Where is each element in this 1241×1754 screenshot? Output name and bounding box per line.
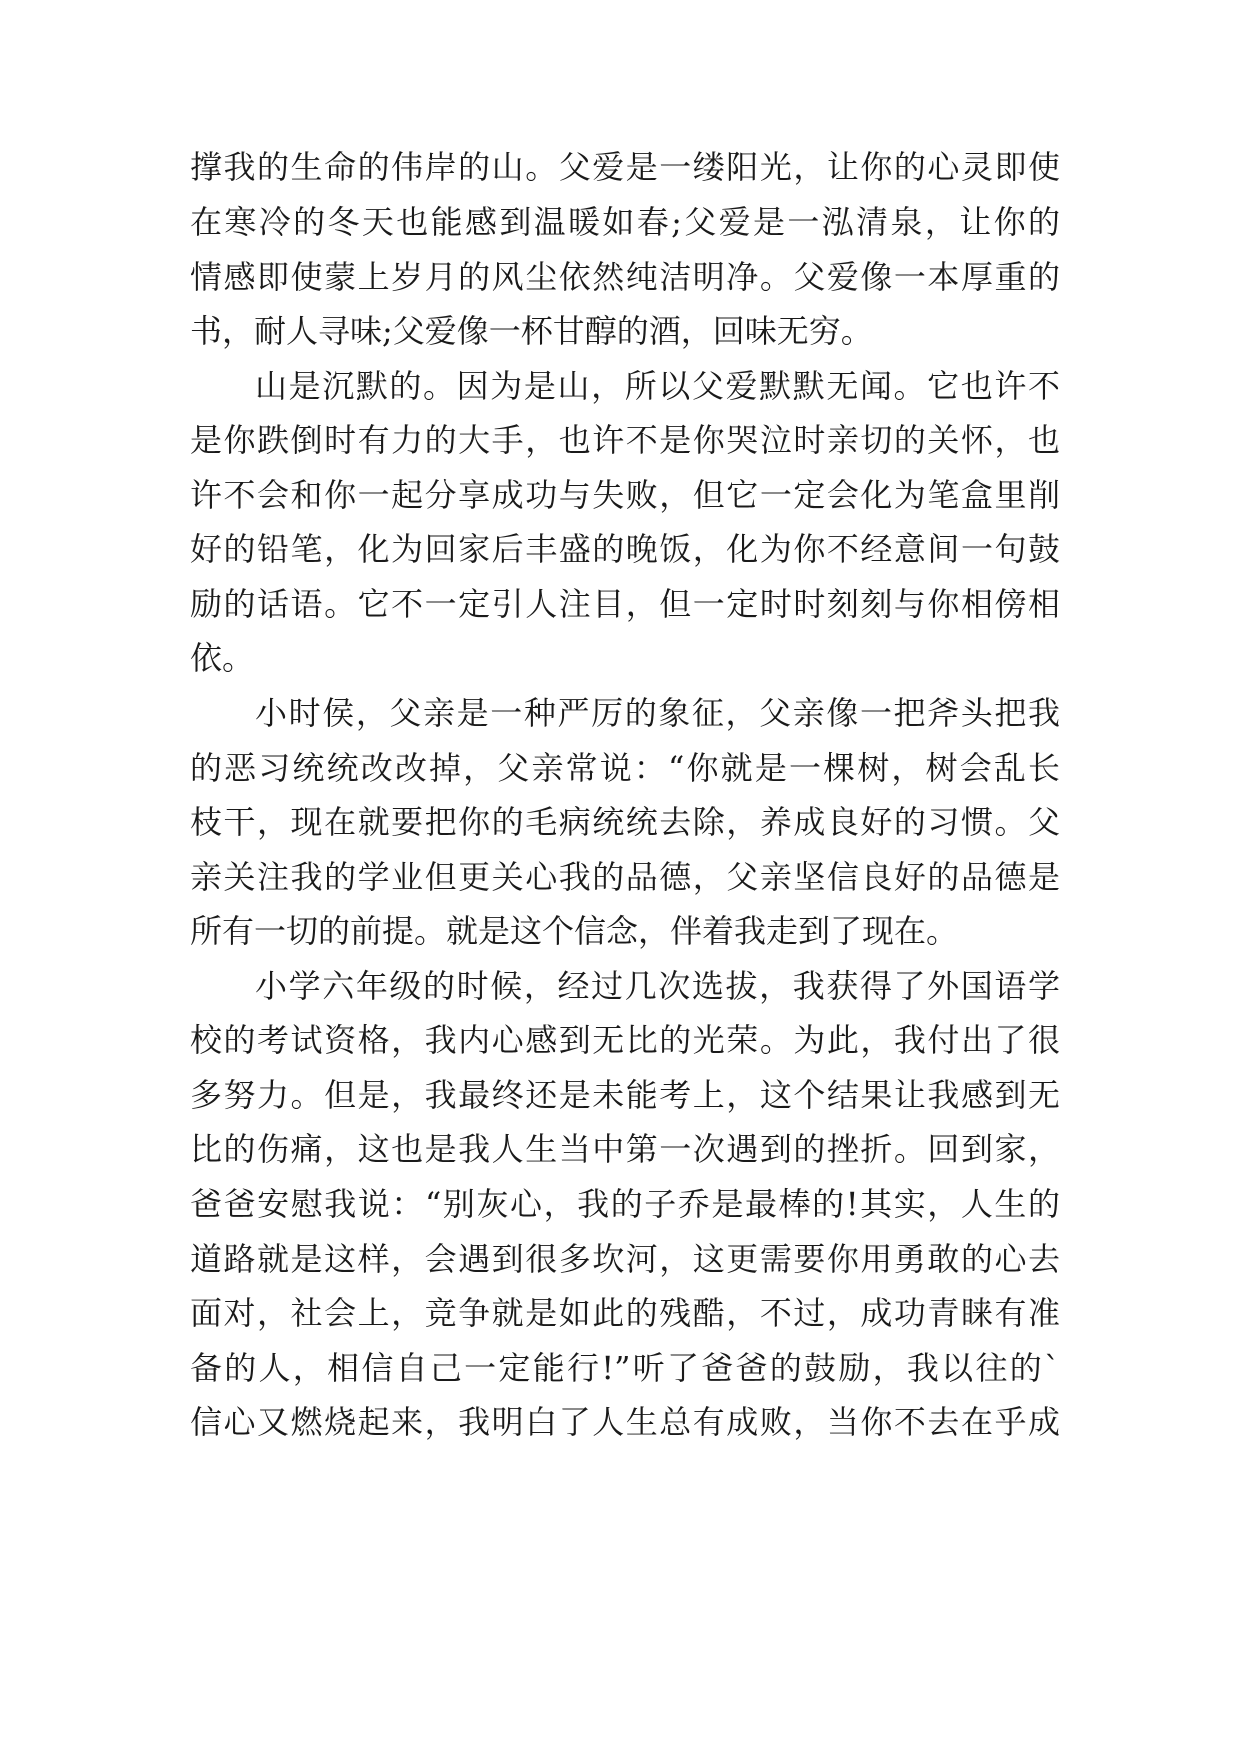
text-line: 在寒冷的冬天也能感到温暖如春;父爱是一泓清泉，让你的 [190, 203, 1060, 241]
text-line: 是你跌倒时有力的大手，也许不是你哭泣时亲切的关怀，也 [190, 421, 1060, 459]
paragraph-first-line: 小学六年级的时候，经过几次选拔，我获得了外国语学 [255, 967, 1060, 1005]
text-line: 撑我的生命的伟岸的山。父爱是一缕阳光，让你的心灵即使 [190, 148, 1060, 186]
text-line: 多努力。但是，我最终还是未能考上，这个结果让我感到无 [190, 1076, 1060, 1114]
text-line: 的恶习统统改改掉，父亲常说：“你就是一棵树，树会乱长 [190, 749, 1060, 787]
paragraph-first-line: 山是沉默的。因为是山，所以父爱默默无闻。它也许不 [255, 367, 1060, 405]
text-line: 道路就是这样，会遇到很多坎河，这更需要你用勇敢的心去 [190, 1240, 1060, 1278]
text-line: 许不会和你一起分享成功与失败，但它一定会化为笔盒里削 [190, 476, 1060, 514]
text-line: 爸爸安慰我说：“别灰心，我的子乔是最棒的!其实，人生的 [190, 1185, 1060, 1223]
text-line: 所有一切的前提。就是这个信念，伴着我走到了现在。 [190, 912, 959, 950]
text-line: 依。 [190, 639, 255, 677]
text-line: 比的伤痛，这也是我人生当中第一次遇到的挫折。回到家， [190, 1130, 1060, 1168]
text-line: 励的话语。它不一定引人注目，但一定时时刻刻与你相傍相 [190, 585, 1060, 623]
text-line: 信心又燃烧起来，我明白了人生总有成败，当你不去在乎成 [190, 1403, 1060, 1441]
paragraph-first-line: 小时侯，父亲是一种严厉的象征，父亲像一把斧头把我 [255, 694, 1060, 732]
text-line: 好的铅笔，化为回家后丰盛的晚饭，化为你不经意间一句鼓 [190, 530, 1060, 568]
text-line: 亲关注我的学业但更关心我的品德，父亲坚信良好的品德是 [190, 858, 1060, 896]
text-line: 校的考试资格，我内心感到无比的光荣。为此，我付出了很 [190, 1021, 1060, 1059]
text-line: 情感即使蒙上岁月的风尘依然纯洁明净。父爱像一本厚重的 [190, 258, 1060, 296]
text-line: 面对，社会上，竞争就是如此的残酷，不过，成功青睐有准 [190, 1294, 1060, 1332]
text-line: 书，耐人寻味;父爱像一杯甘醇的酒，回味无穷。 [190, 312, 873, 350]
text-line: 枝干，现在就要把你的毛病统统去除，养成良好的习惯。父 [190, 803, 1060, 841]
text-line: 备的人，相信自己一定能行!”听了爸爸的鼓励，我以往的` [190, 1349, 1060, 1387]
